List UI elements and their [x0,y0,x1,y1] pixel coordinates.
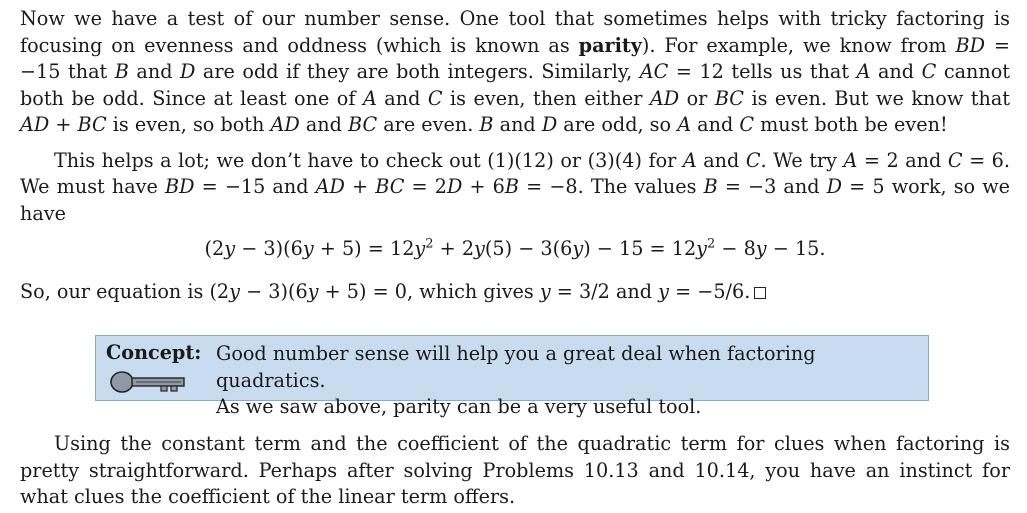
qed-box-icon [754,287,766,299]
concept-line-2: As we saw above, parity can be a very useful tool. [216,395,702,418]
paragraph-closing: Using the constant term and the coefficient of the quadratic term for clues when factoring is pretty straightforward. Perhaps after solving Problems 10.13 and 10.14, you have an instinct for what clues the coefficient of the linear term offers. [20,432,1010,508]
concept-label: Concept: [106,341,202,364]
page-body [20,6,1010,305]
concept-box [95,335,929,418]
concept-line-1: Good number sense will help you a great deal when factoring quadratics. [216,342,816,392]
paragraph-parity-intro: Now we have a test of our number sense. One tool that sometimes helps with tricky factoring is focusing on evenness and oddness (which is known as parity). For example, we know from BD = −15 that B and D are odd if they are both integers. Similarly, AC = 12 tells us that A and C cannot both be odd. Since at least one of A and C is even, then either AD or BC is even. But we know that AD + BC is even, so both AD and BC are even. B and D are odd, so A and C must both be even! [20,7,1010,136]
concept-text [216,341,928,421]
display-equation: $(2y - 3)(6y + 5) = 12y^2 + 2y(5) - 3(6y) - 15 = 12y^2 - 8y - 15$. [204,236,826,260]
term-parity: parity [578,33,642,57]
key-icon [109,370,189,394]
paragraph-solution: So, our equation is (2y − 3)(6y + 5) = 0, which gives y = 3/2 and y = −5/6. [20,279,1010,306]
paragraph-trial-values: This helps a lot; we don’t have to check out (1)(12) or (3)(4) for A and C. We try A = 2 and C = 6. We must have BD = −15 and AD + BC = 2D + 6B = −8. The values B = −3 and D = 5 work, so we have [20,148,1011,225]
